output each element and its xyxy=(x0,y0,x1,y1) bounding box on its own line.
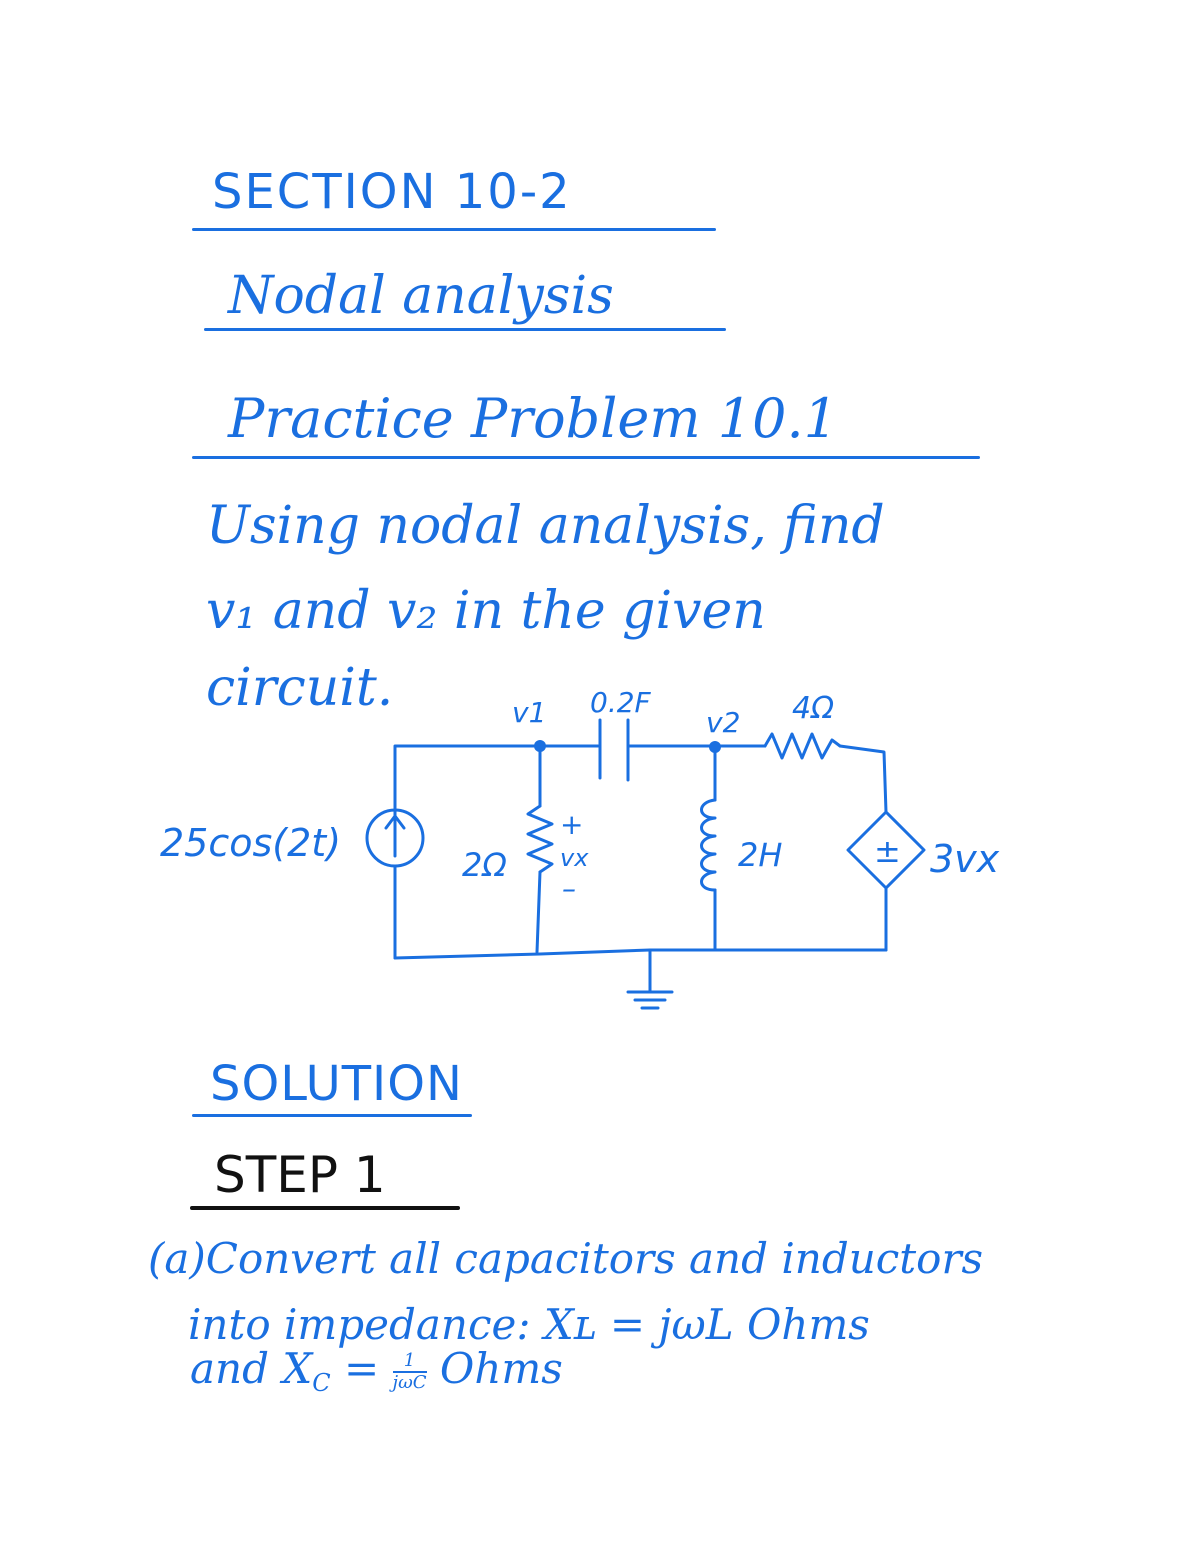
fraction-denominator: jωC xyxy=(392,1372,427,1393)
label-capacitor: 0.2F xyxy=(590,686,651,719)
line3-prefix: and X xyxy=(190,1344,313,1393)
node-dot-v2 xyxy=(709,741,721,753)
problem-line-1: Using nodal analysis, find xyxy=(206,496,885,556)
line3-suffix: Ohms xyxy=(426,1344,563,1393)
fraction xyxy=(393,1351,427,1393)
node-dot-v1 xyxy=(534,740,546,752)
label-dependent-sign: ± xyxy=(874,832,901,870)
line3-subscript: C xyxy=(312,1369,331,1397)
label-vx-plus: + xyxy=(560,808,584,841)
line3-equals: = xyxy=(330,1344,393,1393)
label-resistor-2ohm: 2Ω xyxy=(462,846,507,884)
resistor-4ohm-zigzag xyxy=(765,734,840,758)
label-vx-minus: – xyxy=(562,872,576,905)
fraction-numerator: 1 xyxy=(393,1351,427,1373)
label-dependent-source: 3vx xyxy=(930,837,1000,881)
inductor-coils xyxy=(702,800,716,890)
step-heading: STEP 1 xyxy=(214,1146,386,1204)
label-source: 25cos(2t) xyxy=(160,821,342,865)
label-inductor: 2H xyxy=(738,836,783,874)
section-heading: SECTION 10-2 xyxy=(212,164,572,220)
wire-bottom xyxy=(395,950,886,958)
wire-top-right xyxy=(840,746,886,812)
resistor-2ohm-zigzag xyxy=(528,806,552,872)
wire-v1-bottom xyxy=(537,872,540,952)
solution-line-3 xyxy=(190,1344,563,1397)
topic-heading: Nodal analysis xyxy=(228,266,614,326)
problem-line-3: circuit. xyxy=(206,658,394,718)
current-source-arrow xyxy=(386,816,404,856)
solution-underline xyxy=(192,1114,472,1117)
solution-line-2: into impedance: Xʟ = jωL Ohms xyxy=(188,1300,870,1349)
solution-line-1: (a)Convert all capacitors and inductors xyxy=(148,1234,984,1283)
label-node-v1: v1 xyxy=(512,696,547,729)
label-node-v2: v2 xyxy=(706,706,741,739)
problem-line-2: v₁ and v₂ in the given xyxy=(206,581,766,641)
problem-heading: Practice Problem 10.1 xyxy=(228,387,838,450)
solution-heading: SOLUTION xyxy=(210,1056,463,1112)
label-resistor-4ohm: 4Ω xyxy=(792,691,835,726)
step-underline xyxy=(190,1206,460,1210)
label-vx: vx xyxy=(560,844,589,872)
